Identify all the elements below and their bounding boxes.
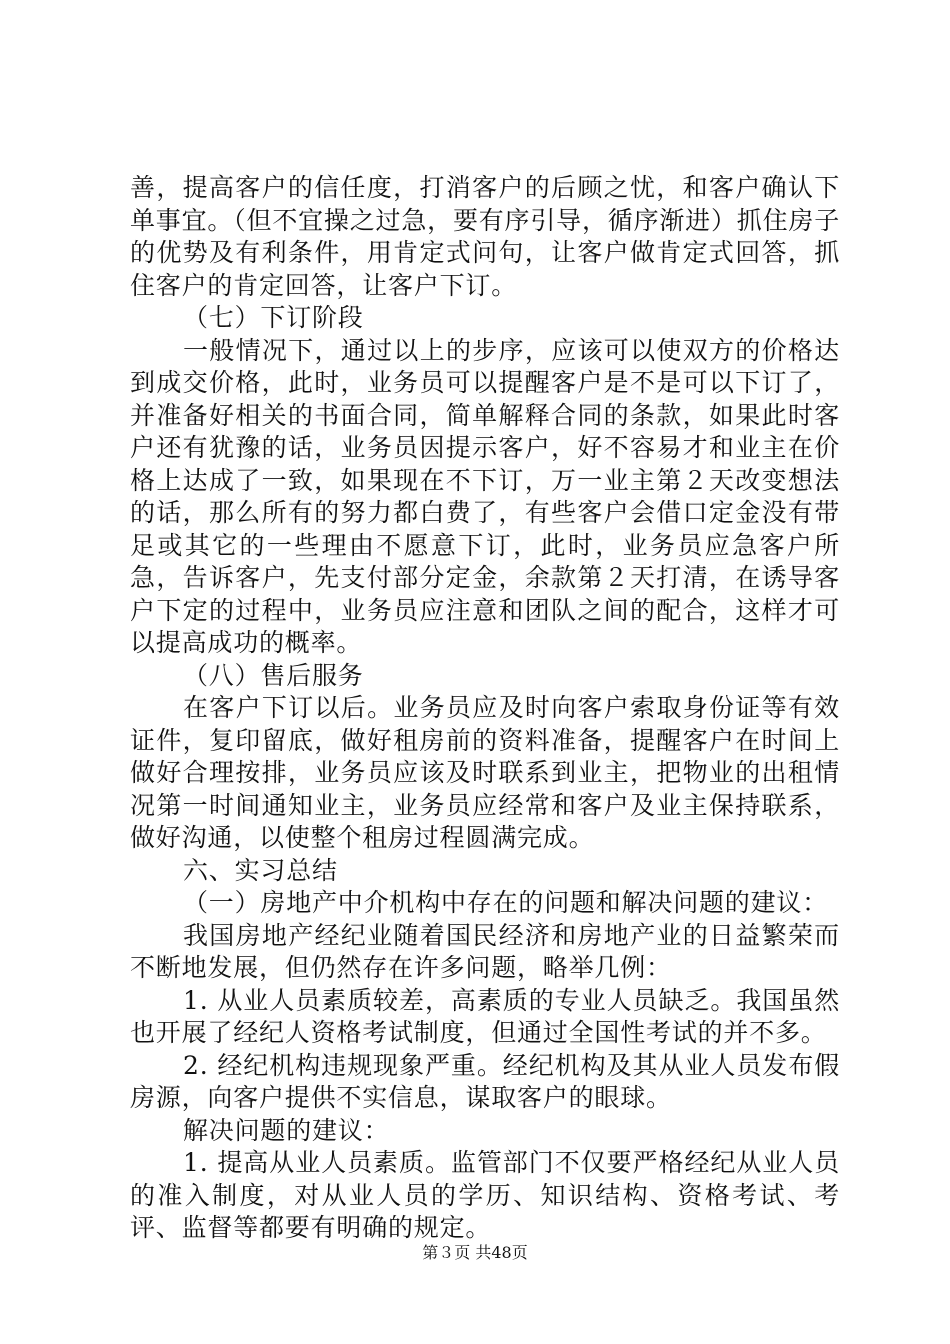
list-item-suggestion-1: 1. 提高从业人员素质。监管部门不仅要严格经纪从业人员的准入制度，对从业人员的学历、知识结构、资格考试、考评、监督等都要有明确的规定。: [130, 1148, 840, 1242]
subsection-heading-suggestions: 解决问题的建议：: [183, 1115, 390, 1145]
list-item-problem-2: 2. 经纪机构违规现象严重。经纪机构及其从业人员发布假房源，向客户提供不实信息，谋取客户的眼球。: [130, 1050, 840, 1112]
section-heading-after-sales: （八）售后服务: [183, 660, 364, 690]
section-heading-order-stage: （七）下订阶段: [183, 303, 364, 332]
paragraph-after-sales: 在客户下订以后。业务员应及时向客户索取身份证等有效证件，复印留底，做好租房前的资料准备，提醒客户在时间上做好合理按排，业务员应该及时联系到业主，把物业的出租情况第一时间通知业主，业务员应经常和客户及业主保持联系，做好沟通，以使整个租房过程圆满完成。: [130, 693, 840, 852]
page-number-footer: 第３页 共48页: [422, 1243, 528, 1262]
paragraph-continuation: 善，提高客户的信任度，打消客户的后顾之忧，和客户确认下单事宜。（但不宜操之过急，要有序引导，循序渐进）抓住房子的优势及有利条件，用肯定式问句，让客户做肯定式回答，抓住客户的肯定回答，让客户下订。: [130, 173, 840, 300]
paragraph-problems-intro: 我国房地产经纪业随着国民经济和房地产业的日益繁荣而不断地发展，但仍然存在许多问题，略举几例：: [130, 920, 840, 982]
subsection-heading-problems: （一）房地产中介机构中存在的问题和解决问题的建议：: [183, 888, 829, 917]
document-body: [130, 172, 840, 1245]
list-item-problem-1: 1. 从业人员素质较差，高素质的专业人员缺乏。我国虽然也开展了经纪人资格考试制度，但通过全国性考试的并不多。: [130, 985, 840, 1047]
section-heading-internship-summary: 六、实习总结: [183, 855, 338, 885]
paragraph-order-stage: 一般情况下，通过以上的步序，应该可以使双方的价格达到成交价格，此时，业务员可以提醒客户是不是可以下订了，并准备好相关的书面合同，简单解释合同的条款，如果此时客户还有犹豫的话，业务员因提示客户，好不容易才和业主在价格上达成了一致，如果现在不下订，万一业主第２天改变想法的话，那么所有的努力都白费了，有些客户会借口定金没有带足或其它的一些理由不愿意下订，此时，业务员应急客户所急，告诉客户，先支付部分定金，余款第２天打清，在诱导客户下定的过程中，业务员应注意和团队之间的配合，这样才可以提高成功的概率。: [130, 335, 840, 657]
